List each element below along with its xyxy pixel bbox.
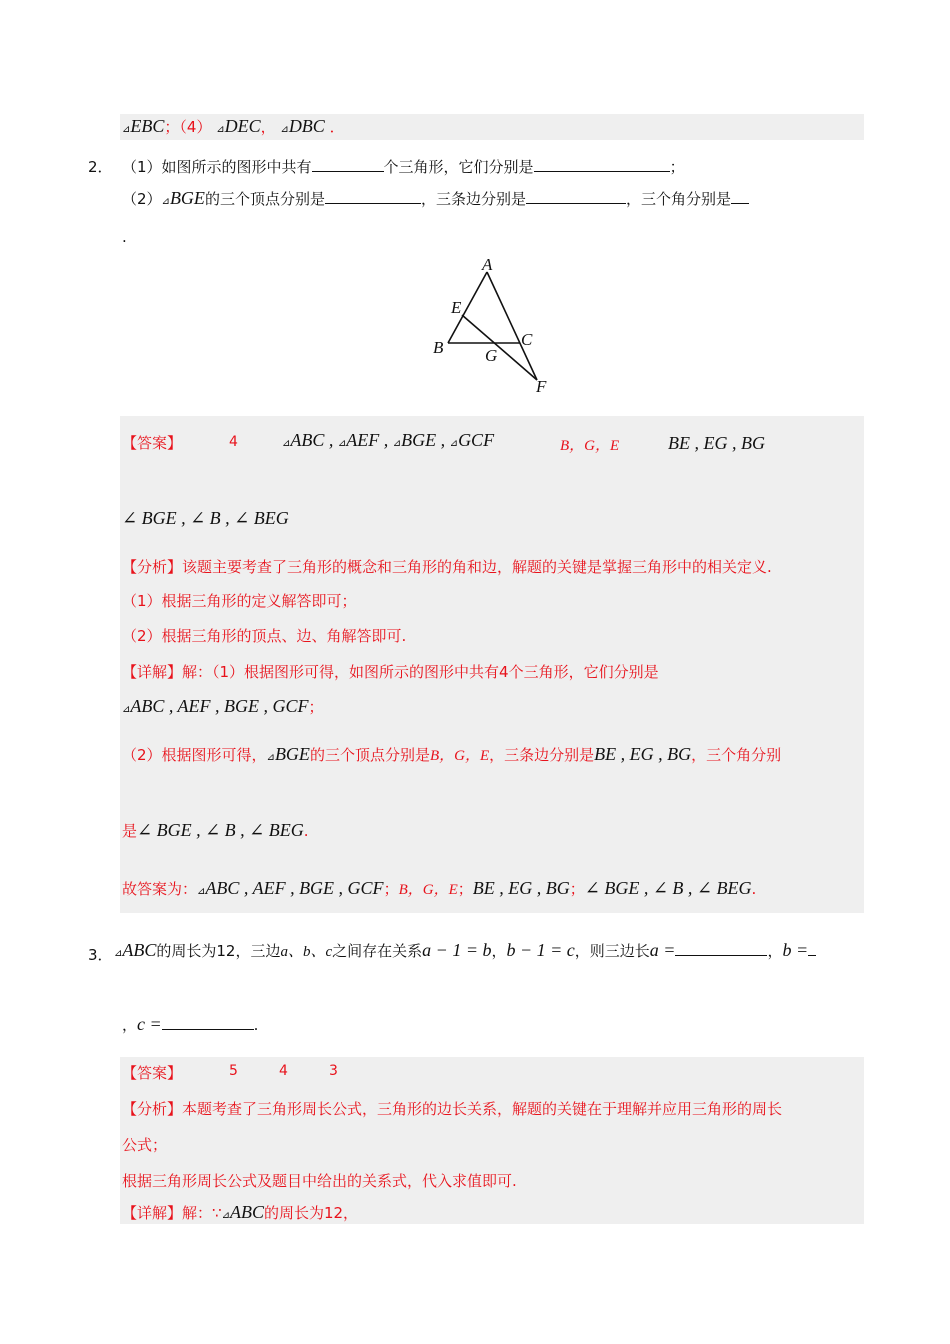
q3-answer-label: 【答案】 [122, 1064, 183, 1082]
answer-blank[interactable] [808, 941, 816, 956]
answer-blank[interactable] [534, 157, 670, 172]
q3-number: 3． [88, 946, 113, 964]
q3-analysis: 【分析】本题考查了三角形周长公式，三角形的边长关系，解题的关键在于理解并应用三角形的周长 [122, 1100, 783, 1118]
answer-blank[interactable] [731, 189, 749, 204]
q2-answer-vertices: B，G，E [560, 438, 620, 454]
q2-answer-angles: ∠ BGE , ∠ B , ∠ BEG [122, 508, 289, 528]
answer-blank[interactable] [325, 189, 421, 204]
q3-solution-panel [120, 1057, 864, 1224]
answer-blank[interactable] [526, 189, 626, 204]
triangle-figure [420, 250, 560, 400]
q2-detail: 【详解】解：（1）根据图形可得，如图所示的图形中共有4个三角形，它们分别是 [122, 663, 659, 681]
q3-answer-c: 3 [329, 1063, 338, 1079]
q3-answer-b: 4 [279, 1063, 288, 1079]
q2-end-dot: . [122, 228, 127, 246]
q2-analysis-2: （2）根据三角形的顶点、边、角解答即可. [122, 627, 407, 645]
q2-answer-triangles: ⊿ABC , ⊿AEF , ⊿BGE , ⊿GCF [282, 430, 495, 450]
q2-answer-count: 4 [229, 434, 238, 450]
q2-number: 2． [88, 158, 113, 176]
q3-detail: 【详解】解：∵⊿ABC的周长为12， [122, 1202, 359, 1222]
answer-blank[interactable] [675, 941, 767, 956]
q2-final-answer: 故答案为：⊿ABC , AEF , BGE , GCF；B，G，E；BE , EG , BG；∠ BGE , ∠ B , ∠ BEG. [122, 878, 757, 898]
q2-detail-2: （2）根据图形可得，⊿BGE的三个顶点分别是B，G，E，三条边分别是BE , EG , BG，三个角分别 [122, 744, 782, 764]
q3-answer-a: 5 [229, 1063, 238, 1079]
q3-analysis-cont: 公式； [122, 1136, 168, 1154]
triangle-icon: ⊿ [280, 124, 289, 135]
triangle-icon: ⊿ [122, 124, 131, 135]
triangle-icon: ⊿ [216, 124, 225, 135]
q2-detail-2-cont: 是∠ BGE , ∠ B , ∠ BEG. [122, 820, 309, 840]
q2-answer-row: 【答案】 [122, 434, 183, 452]
triangle-icon: ⊿ [161, 196, 170, 207]
answer-blank[interactable] [312, 157, 384, 172]
q2-part2: （2）⊿BGE的三个顶点分别是 ，三条边分别是 ，三个角分别是 [122, 188, 749, 209]
q3-analysis-line: 根据三角形周长公式及题目中给出的关系式，代入求值即可. [122, 1172, 517, 1190]
label-a: A [482, 255, 493, 274]
label-e: E [451, 298, 462, 317]
q2-part1: （1）如图所示的图形中共有 个三角形，它们分别是 ； [122, 158, 685, 176]
label-b: B [433, 338, 444, 357]
q2-analysis-1: （1）根据三角形的定义解答即可； [122, 592, 357, 610]
label-f: F [536, 377, 547, 396]
q2-analysis: 【分析】该题主要考查了三角形的概念和三角形的角和边，解题的关键是掌握三角形中的相关定义. [122, 558, 772, 576]
q2-answer-sides: BE , EG , BG [668, 433, 765, 453]
q2-detail-tris: ⊿ABC , AEF , BGE , GCF； [122, 696, 324, 716]
answer-blank[interactable] [162, 1015, 254, 1030]
prev-answer-line: ⊿EBC；（4） ⊿DEC， ⊿DBC ． [122, 116, 345, 136]
q3-text-cont: ，c = . [122, 1014, 259, 1034]
label-c: C [521, 330, 533, 349]
q3-text: ⊿ABC的周长为12，三边a、b、c之间存在关系a − 1 = b，b − 1 = c，则三边长a = ，b = [114, 940, 816, 961]
label-g: G [485, 346, 498, 365]
